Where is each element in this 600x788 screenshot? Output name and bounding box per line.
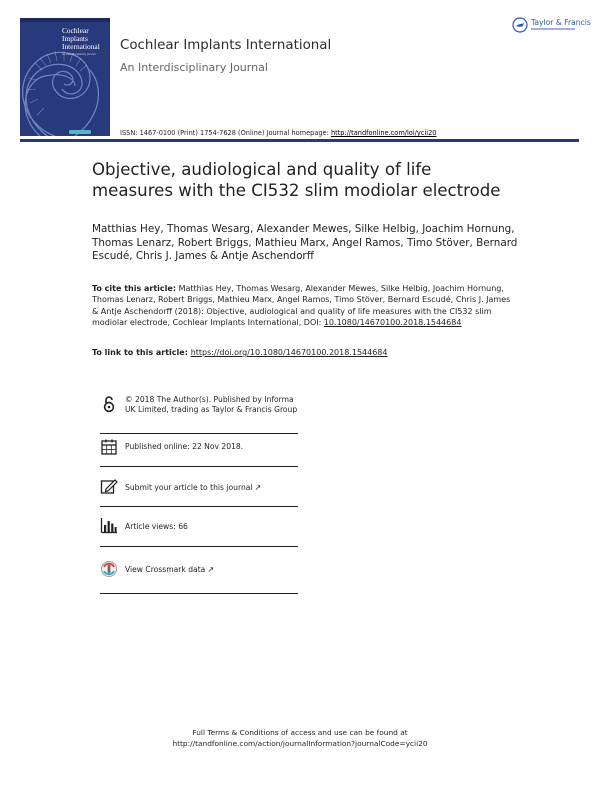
external-link-icon: ↗ xyxy=(207,565,215,574)
info-divider xyxy=(100,546,298,547)
edit-pencil-icon xyxy=(100,478,118,496)
journal-subtitle: An Interdisciplinary Journal xyxy=(120,61,268,74)
publisher-name: Taylor & Francis xyxy=(531,18,591,27)
article-link-label: To link to this article: xyxy=(92,348,191,357)
article-link-line xyxy=(92,348,512,357)
open-access-lock-icon xyxy=(100,395,118,413)
cover-journal-name: Cochlear Implants International xyxy=(62,26,100,51)
citation-label: To cite this article: xyxy=(92,284,177,293)
external-link-icon: ↗ xyxy=(254,483,262,492)
terms-url[interactable]: http://tandfonline.com/action/journalInformation?journalCode=ycii20 xyxy=(172,739,428,749)
publisher-subline xyxy=(531,28,575,30)
crossmark-icon xyxy=(100,560,118,578)
bar-chart-icon xyxy=(100,516,118,534)
submit-article-link[interactable] xyxy=(125,483,300,493)
issn-line xyxy=(120,129,436,137)
citation-text: Matthias Hey, Thomas Wesarg, Alexander Mewes, Silke Helbig, Joachim Hornung, Thomas Lenarz, Robert Briggs, Mathieu Marx, Angel Ramos, Timo Stöver, Bernard Escudé, Chris J. James & Antje Aschendorff (2018): Objective, audiological and quality of life measures with the CI532 slim modiolar electrode, Cochlear Implants International, DOI: xyxy=(92,284,511,328)
info-divider xyxy=(100,433,298,434)
article-views: Article views: 66 xyxy=(125,522,188,531)
published-date: Published online: 22 Nov 2018. xyxy=(125,442,244,451)
license-text: © 2018 The Author(s). Published by Informa UK Limited, trading as Taylor & Francis Group xyxy=(125,395,298,414)
cover-tagline: An Interdisciplinary Journal xyxy=(62,53,96,56)
article-doi-url[interactable]: https://doi.org/10.1080/14670100.2018.1544684 xyxy=(190,348,388,357)
publisher-logo[interactable] xyxy=(512,16,591,40)
citation-doi-link[interactable]: 10.1080/14670100.2018.1544684 xyxy=(323,318,462,328)
header-divider xyxy=(20,139,579,142)
publisher-lamp-icon xyxy=(512,17,528,33)
article-title: Objective, audiological and quality of life measures with the CI532 slim modiolar electrode xyxy=(92,160,501,200)
calendar-icon xyxy=(100,438,118,456)
crossmark-link[interactable] xyxy=(125,565,300,575)
terms-text: Full Terms & Conditions of access and use can be found at xyxy=(192,728,408,737)
citation-block xyxy=(92,283,512,329)
terms-footer xyxy=(0,727,600,750)
crossmark-label: View Crossmark data xyxy=(125,565,206,574)
journal-cover-image[interactable] xyxy=(20,18,110,136)
journal-homepage-link[interactable]: http://tandfonline.com/loi/ycii20 xyxy=(330,129,437,137)
submit-article-label: Submit your article to this journal xyxy=(125,483,253,492)
info-divider xyxy=(100,506,298,507)
author-list: Matthias Hey, Thomas Wesarg, Alexander Mewes, Silke Helbig, Joachim Hornung, Thomas Lenarz, Robert Briggs, Mathieu Marx, Angel Ramos, Timo Stöver, Bernard Escudé, Chris J. James & Antje Aschendorff xyxy=(92,223,518,263)
journal-title: Cochlear Implants International xyxy=(120,38,332,53)
info-divider xyxy=(100,466,298,467)
issn-text: ISSN: 1467-0100 (Print) 1754-7628 (Online) Journal homepage: xyxy=(120,129,331,137)
info-divider xyxy=(100,593,298,594)
cover-publisher-logo xyxy=(69,130,91,134)
